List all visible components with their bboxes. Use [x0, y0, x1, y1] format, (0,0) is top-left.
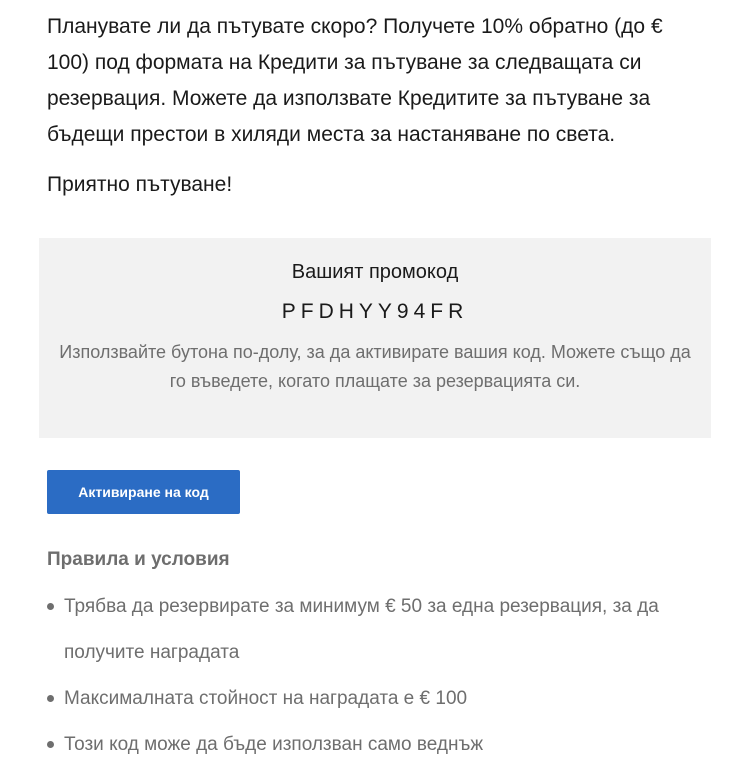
terms-item [47, 676, 707, 722]
terms-item [47, 722, 707, 768]
promo-code-box [39, 238, 711, 438]
terms-item [47, 584, 707, 676]
intro-paragraph: Планувате ли да пътувате скоро? Получете 10% обратно (до € 100) под формата на Кредити за пътуване за следващата си резервация. Можете да използвате Кредитите за пътуване за бъдещи престои в хиляди места за настаняване по света. [47, 15, 663, 146]
bullet-icon [47, 695, 54, 702]
promo-title: Вашият промокод [291, 261, 459, 283]
promo-hint: Използвайте бутона по-долу, за да активирате вашия код. Можете също да го въведете, когато плащате за резервацията си. [59, 342, 691, 391]
email-content [47, 0, 707, 203]
closing-text: Приятно пътуване! [47, 173, 233, 196]
activate-code-button[interactable]: Активиране на код [47, 470, 240, 514]
promo-code: PFDHYY94FR [281, 300, 469, 323]
bullet-icon [47, 603, 54, 610]
terms-item-text: Този код може да бъде използван само веднъж [64, 734, 484, 755]
bullet-icon [47, 741, 54, 748]
terms-heading: Правила и условия [47, 549, 230, 570]
terms-item-text: Трябва да резервирате за минимум € 50 за една резервация, за да получите наградата [64, 596, 659, 663]
terms-item-text: Максималната стойност на наградата е € 100 [64, 688, 468, 709]
terms-list [47, 584, 707, 768]
